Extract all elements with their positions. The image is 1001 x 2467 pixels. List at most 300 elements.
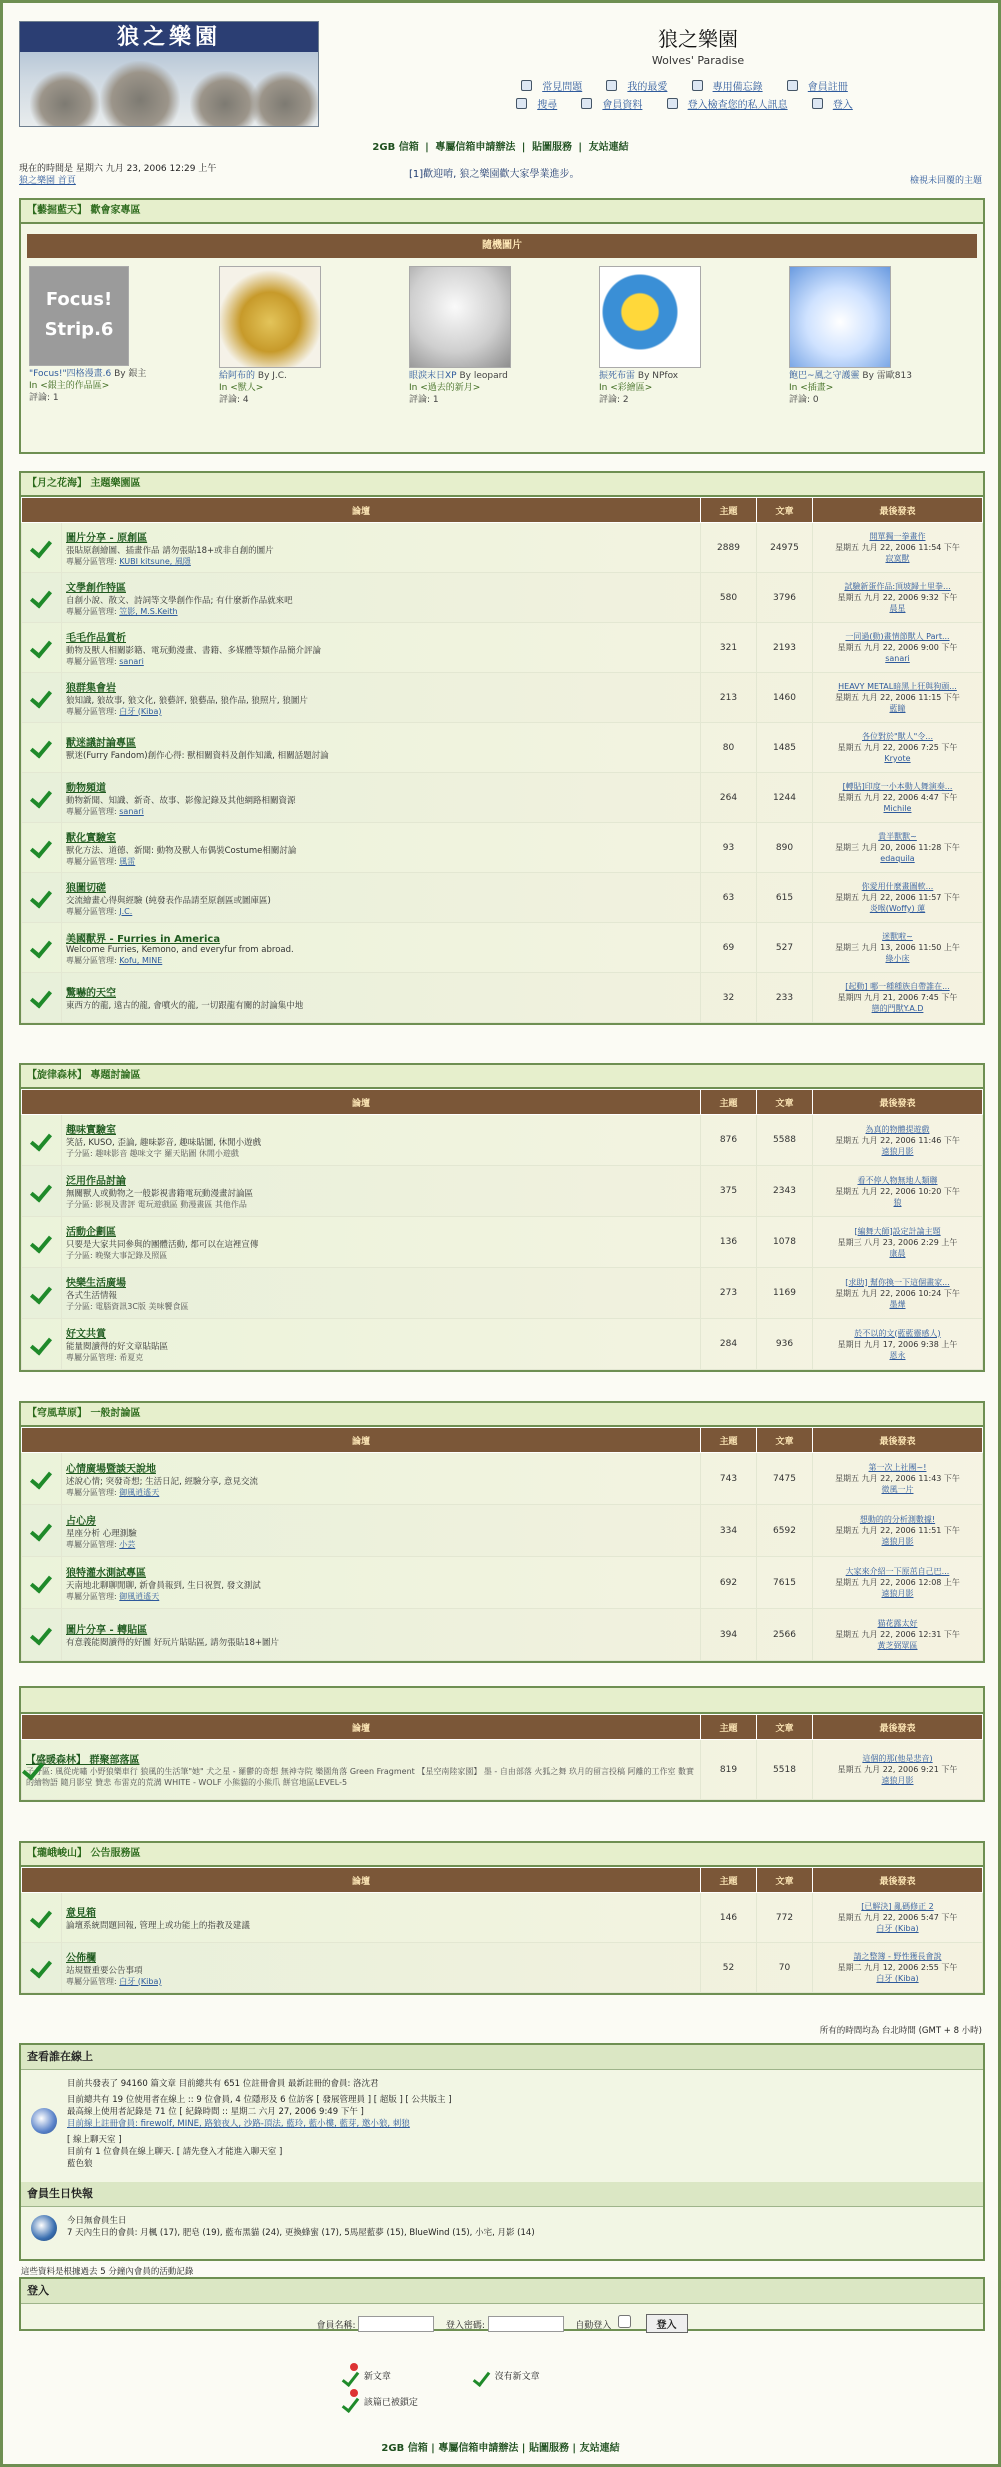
- moderator-label: 專屬分區管理:: [66, 1591, 120, 1601]
- category-title[interactable]: 【瓏峨峻山】 公告服務區: [21, 1843, 983, 1867]
- forum-desc: 只要是大家共同參與的團體活動, 都可以在這裡宣傳: [66, 1240, 259, 1250]
- forum-subforums[interactable]: 子分區: 電腦資訊3C版 美味饗食區: [66, 1302, 189, 1311]
- col-topics: 主題: [701, 1090, 757, 1115]
- gallery-thumbnail[interactable]: [599, 266, 701, 368]
- last-post-author[interactable]: 白牙 (Kiba): [876, 1974, 919, 1983]
- nav-login[interactable]: 登入: [812, 100, 860, 111]
- category-block: [19, 1401, 985, 1663]
- last-post-title[interactable]: 迷獸啦~: [882, 932, 913, 941]
- forum-name[interactable]: 占心房: [66, 1515, 96, 1527]
- last-post-author[interactable]: 寂寞獸: [885, 554, 910, 563]
- post-count: 1169: [757, 1268, 813, 1319]
- forum-status-cell: [22, 823, 62, 873]
- moderator-names[interactable]: Kofu, MINE: [119, 955, 163, 965]
- link-image-service[interactable]: 貼圖服務: [531, 142, 572, 153]
- topic-count: 321: [701, 623, 757, 673]
- forum-subforums[interactable]: 專屬分區管理: 希夏克: [66, 1353, 144, 1362]
- col-posts: 文章: [757, 498, 813, 523]
- online-title[interactable]: 查看誰在線上: [21, 2045, 983, 2070]
- col-topics: 主題: [701, 1868, 757, 1893]
- last-post-cell: [813, 1268, 983, 1319]
- last-post-author[interactable]: 黃芝弼眾區: [877, 1641, 918, 1650]
- legend-none: 沒有新文章: [474, 2372, 580, 2382]
- nav-memo[interactable]: 專用備忘錄: [692, 82, 770, 93]
- forum-name[interactable]: 動物頻道: [66, 782, 106, 794]
- login-button[interactable]: 登入: [646, 2314, 688, 2333]
- forum-row: [22, 1115, 983, 1166]
- forum-desc: Welcome Furries, Kemono, and everyfur from abroad.: [66, 944, 294, 955]
- current-time: 現在的時間是 星期六 九月 23, 2006 12:29 上午: [19, 164, 217, 174]
- last-post-title[interactable]: 開單獨一拳畫作: [869, 532, 926, 541]
- moderator-names[interactable]: 白牙 (Kiba): [119, 1976, 162, 1986]
- last-post-author[interactable]: 晨星: [889, 604, 906, 613]
- forum-info-cell: [62, 1505, 701, 1557]
- last-post-cell: [813, 1217, 983, 1268]
- login-title: 登入: [21, 2279, 983, 2304]
- last-post-time: 星期五 九月 22, 2006 9:32 下午: [837, 593, 958, 602]
- last-post-cell: [813, 1166, 983, 1217]
- moderator-label: 專屬分區管理:: [66, 706, 120, 716]
- forum-moderators: [66, 1539, 696, 1550]
- last-post-title[interactable]: 第一次上社團~!: [868, 1463, 927, 1472]
- post-count: 890: [757, 823, 813, 873]
- forum-rows: [22, 1740, 983, 1800]
- topic-count: 394: [701, 1609, 757, 1661]
- forum-name[interactable]: 驚嚇的天空: [66, 988, 116, 999]
- username-input[interactable]: [358, 2316, 434, 2332]
- forum-info-cell: [62, 1166, 701, 1217]
- last-post-cell: [813, 623, 983, 673]
- post-count: 936: [757, 1319, 813, 1370]
- last-post-time: 星期五 九月 22, 2006 9:21 下午: [837, 1765, 958, 1774]
- last-post-author[interactable]: 遠狼月影: [881, 1146, 914, 1156]
- forum-info-cell: [62, 623, 701, 673]
- topic-count: 264: [701, 773, 757, 823]
- moderator-label: 專屬分區管理:: [66, 1976, 120, 1986]
- forum-row: [22, 573, 983, 623]
- link-mail-apply[interactable]: 專屬信箱申請辦法: [435, 142, 516, 153]
- last-post-title[interactable]: 想動的的分析測數據!: [859, 1515, 936, 1524]
- last-post-author[interactable]: Kryote: [884, 754, 911, 763]
- last-post-title[interactable]: 為真的物體提遊戲: [865, 1124, 930, 1134]
- forum-desc: 東西方的龍, 遠古的龍, 會噴火的龍, 一切跟龍有關的討論集中地: [66, 1001, 304, 1011]
- post-count: 7615: [757, 1557, 813, 1609]
- forum-name[interactable]: 文學創作特區: [66, 582, 126, 594]
- site-logo[interactable]: [19, 21, 319, 127]
- forum-name[interactable]: 活動企劃區: [66, 1227, 116, 1238]
- gallery-item[interactable]: 振死布雷 By NPfox In <彩繪區> 評論: 2: [599, 266, 779, 406]
- col-topics: 主題: [701, 498, 757, 523]
- forum-name[interactable]: 圖片分享 - 原創區: [66, 532, 148, 544]
- topic-count: 692: [701, 1557, 757, 1609]
- last-post-author[interactable]: 戀的門獸Y.A.D: [871, 1004, 924, 1013]
- forum-name[interactable]: 泛用作品討論: [66, 1176, 126, 1187]
- forum-rows: [22, 1893, 983, 1993]
- unanswered-link[interactable]: 檢視未回覆的主題: [909, 176, 982, 186]
- col-last: 最後發表: [813, 1428, 983, 1453]
- last-post-cell: [813, 1943, 983, 1993]
- footer-link[interactable]: 2GB 信箱: [381, 2443, 428, 2454]
- last-post-title[interactable]: 貴半獸獸~: [878, 832, 917, 841]
- forum-info-cell: [62, 573, 701, 623]
- last-post-author[interactable]: 炎喉(Woffy) 蓮: [869, 904, 926, 913]
- forum-status-cell: [22, 973, 62, 1023]
- last-post-time: 星期五 九月 22, 2006 7:25 下午: [837, 743, 958, 752]
- last-post-title[interactable]: 猫花露太好: [877, 1619, 918, 1628]
- forum-name[interactable]: 美國獸界 - Furries in America: [66, 933, 221, 945]
- forum-name[interactable]: 【盛暖森林】 群聚部落區: [26, 1755, 140, 1766]
- nav-favorites[interactable]: 我的最愛: [606, 82, 674, 93]
- footer-link[interactable]: 專屬信箱申請辦法: [438, 2443, 519, 2454]
- gallery-thumbnail[interactable]: [409, 266, 511, 368]
- header: [3, 3, 998, 138]
- forum-row: [22, 1505, 983, 1557]
- post-count: 70: [757, 1943, 813, 1993]
- last-post-title[interactable]: [起動] 哪一種種族自帶誰在...: [845, 982, 950, 991]
- topic-count: 80: [701, 723, 757, 773]
- wolf-image: [250, 71, 319, 126]
- forum-info-cell: [62, 873, 701, 923]
- forum-rows: [22, 1453, 983, 1661]
- birthday-today: 今日無會員生日: [67, 2216, 127, 2226]
- forum-name[interactable]: 趣味實驗室: [66, 1125, 116, 1136]
- col-topics: 主題: [701, 1428, 757, 1453]
- forum-info-cell: [62, 1943, 701, 1993]
- forum-name[interactable]: 獸迷議討論專區: [66, 738, 136, 749]
- last-post-cell: [813, 973, 983, 1023]
- forum-moderators: [66, 606, 696, 617]
- forum-status-icon: [31, 585, 53, 607]
- random-gallery: [21, 224, 983, 404]
- forum-moderators: [66, 1976, 696, 1987]
- autologin-label: 自動登入: [575, 2321, 612, 2331]
- moderator-label: 專屬分區管理:: [66, 606, 120, 616]
- gallery-title: 隨機圖片: [27, 234, 977, 258]
- last-post-author[interactable]: 遠狼月影: [881, 1776, 914, 1785]
- moderator-names[interactable]: 白牙 (Kiba): [119, 706, 162, 716]
- forum-info-cell: [62, 973, 701, 1023]
- topic-count: 580: [701, 573, 757, 623]
- last-post-cell: [813, 1319, 983, 1370]
- topic-count: 69: [701, 923, 757, 973]
- last-post-title[interactable]: 大家來介紹一下原茁自己巴...: [845, 1567, 950, 1576]
- forum-status-cell: [22, 1115, 62, 1166]
- forum-name[interactable]: 心情廣場暨談天說地: [66, 1463, 156, 1475]
- last-post-time: 星期五 九月 22, 2006 11:54 下午: [835, 543, 960, 552]
- gallery-category[interactable]: 【藝掘藍天】 歡會家專區: [21, 200, 983, 224]
- topic-count: 375: [701, 1166, 757, 1217]
- forum-name[interactable]: 圖片分享 - 轉貼區: [66, 1625, 148, 1636]
- forum-status-icon: [31, 735, 53, 757]
- no-new-posts-icon: [474, 2363, 492, 2389]
- forum-status-cell: [22, 773, 62, 823]
- last-post-cell: [813, 923, 983, 973]
- last-post-author[interactable]: Michile: [883, 804, 912, 813]
- category-block: [19, 471, 985, 1025]
- forum-status-cell: [22, 623, 62, 673]
- post-count: 7475: [757, 1453, 813, 1505]
- chat-users: 藍色狼: [67, 2159, 93, 2169]
- forum-status-icon: [31, 885, 53, 907]
- last-post-time: 星期五 九月 22, 2006 4:47 下午: [837, 793, 958, 802]
- last-post-author[interactable]: 墨燁: [889, 1299, 906, 1309]
- forum-status-icon: [31, 1281, 53, 1303]
- forum-row: [22, 773, 983, 823]
- gallery-item[interactable]: 飽巴~風之守護靈 By 雷歐813 In <插畫> 評論: 0: [789, 266, 969, 406]
- last-post-title[interactable]: 各位對於"獸人"令...: [862, 732, 933, 741]
- last-post-cell: [813, 523, 983, 573]
- forum-info-cell: [62, 1268, 701, 1319]
- forum-name[interactable]: 毛毛作品賞析: [66, 632, 126, 644]
- nav-faq[interactable]: 常見問題: [521, 82, 589, 93]
- forum-row: [22, 1609, 983, 1661]
- nav-register[interactable]: 會員註冊: [787, 82, 855, 93]
- stats-line: 目前共發表了 94160 篇文章 目前總共有 651 位註冊會員 最新註冊的會員: 洛沈君: [67, 2079, 379, 2089]
- topic-count: 93: [701, 823, 757, 873]
- last-post-title[interactable]: 於不以的文(藍藍靈感人): [854, 1328, 941, 1338]
- last-post-author[interactable]: 遠狼月影: [881, 1537, 914, 1546]
- last-post-cell: [813, 673, 983, 723]
- gallery-block: [19, 198, 985, 454]
- forum-subforums[interactable]: 子分區: 影視及書評 電玩遊戲區 動漫畫區 其他作品: [66, 1200, 247, 1209]
- forum-desc: 動物及獸人相關影籍、電玩動漫畫、書籍、多媒體等類作品簡介評論: [66, 645, 322, 656]
- category-block: [19, 1063, 985, 1372]
- last-post-cell: [813, 873, 983, 923]
- birthday-title: 會員生日快報: [21, 2182, 983, 2207]
- forum-row: [22, 1217, 983, 1268]
- category-title[interactable]: 【旋律森林】 專題討論區: [21, 1065, 983, 1089]
- moderator-names[interactable]: 小芸: [119, 1539, 136, 1549]
- forum-status-cell: [22, 1319, 62, 1370]
- last-post-cell: [813, 573, 983, 623]
- post-count: 3796: [757, 573, 813, 623]
- forum-desc: 交流繪畫心得與經驗 (純發表作品請至原創區或圖庫區): [66, 895, 271, 906]
- site-name-en: Wolves' Paradise: [651, 54, 745, 67]
- forum-row: [22, 523, 983, 573]
- forum-status-icon: [31, 635, 53, 657]
- forum-name[interactable]: 意見箱: [66, 1908, 96, 1919]
- forum-row: [22, 1740, 983, 1800]
- topic-count: 52: [701, 1943, 757, 1993]
- chat-room-link[interactable]: [ 線上聊天室 ]: [67, 2135, 122, 2145]
- topic-count: 284: [701, 1319, 757, 1370]
- forum-status-icon: [31, 785, 53, 807]
- autologin-checkbox[interactable]: [618, 2315, 631, 2328]
- forum-status-icon: [31, 1955, 53, 1977]
- moderator-names[interactable]: sanari: [119, 656, 144, 666]
- forum-desc: 述說心情; 突發奇想; 生活日記, 經驗分享, 意見交流: [66, 1476, 258, 1487]
- gallery-thumbnail[interactable]: Focus! Strip.6: [29, 266, 129, 366]
- forum-status-cell: [22, 673, 62, 723]
- forum-status-icon: [31, 1179, 53, 1201]
- moderator-label: 專屬分區管理:: [66, 906, 120, 916]
- new-posts-icon: [343, 2363, 361, 2389]
- last-post-author[interactable]: 綠小床: [885, 954, 910, 963]
- last-post-title[interactable]: 你愛用什麼畫圖軟...: [861, 882, 934, 891]
- forum-desc: 自創小說、散文、詩詞等文學創作作品; 有什麼新作品就來吧: [66, 595, 293, 606]
- last-post-time: 星期五 九月 22, 2006 12:08 上午: [835, 1578, 960, 1587]
- last-post-title[interactable]: [編舞大師]設定計論主題: [854, 1226, 941, 1236]
- gallery-item[interactable]: Focus! Strip.6 "Focus!"四格漫畫.6 By 銀主 In <銀主的作品區> 評論: 1: [29, 266, 209, 404]
- moderator-names[interactable]: sanari: [119, 806, 144, 816]
- moderator-label: 專屬分區管理:: [66, 806, 120, 816]
- last-post-time: 星期四 九月 21, 2006 7:45 下午: [837, 993, 958, 1002]
- forum-subforums[interactable]: 子分區: 晚聚大事記錄及照區: [66, 1251, 168, 1260]
- last-post-author[interactable]: 恩永: [889, 1350, 906, 1360]
- forum-row: [22, 1453, 983, 1505]
- last-post-title[interactable]: 試驗新蛋作品:頂坡歸土里拳...: [844, 582, 951, 591]
- post-count: 772: [757, 1893, 813, 1943]
- col-topics: 主題: [701, 1715, 757, 1740]
- forum-row: [22, 673, 983, 723]
- col-posts: 文章: [757, 1428, 813, 1453]
- breadcrumb[interactable]: 狼之樂園 首頁: [19, 176, 76, 186]
- post-count: 1244: [757, 773, 813, 823]
- post-count: 2193: [757, 623, 813, 673]
- last-post-time: 星期三 八月 23, 2006 2:29 上午: [837, 1237, 958, 1247]
- forum-moderators: [66, 856, 696, 867]
- forum-name[interactable]: 好文共賞: [66, 1329, 106, 1340]
- topic-count: 136: [701, 1217, 757, 1268]
- memo-icon: [692, 80, 703, 91]
- footer-link[interactable]: 貼圖服務: [528, 2443, 569, 2454]
- forum-info-cell: [62, 1115, 701, 1166]
- forum-name[interactable]: 狼群集會岩: [66, 682, 116, 694]
- forum-row: [22, 923, 983, 973]
- forum-subforums[interactable]: 子分區: 趣味影音 趣味文字 羅天貼圖 休閒小遊戲: [66, 1149, 239, 1158]
- marquee: [1]歡迎唷, 狼之樂園歡大家學業進步。: [409, 169, 580, 180]
- last-post-title[interactable]: 請之整簿 - 野性獲長會說: [853, 1952, 942, 1961]
- category-title[interactable]: 【穹風草原】 一般討論區: [21, 1403, 983, 1427]
- link-friends[interactable]: 友站連結: [588, 142, 629, 153]
- forum-status-cell: [22, 1609, 62, 1661]
- gallery-item[interactable]: 眼淚末日XP By leopard In <過去的新月> 評論: 1: [409, 266, 589, 406]
- forum-row: [22, 623, 983, 673]
- gallery-thumbnail[interactable]: [789, 266, 891, 368]
- last-post-author[interactable]: edaquila: [880, 854, 915, 863]
- forum-status-icon: [31, 835, 53, 857]
- login-icon: [812, 98, 823, 109]
- topic-count: 819: [701, 1740, 757, 1800]
- last-post-title[interactable]: 看不停人物無地人類聯: [857, 1175, 938, 1185]
- forum-subforums[interactable]: 子分區: 風從虎嘯 小野狼樂車行 狼風的生活筆"她" 犬之星 - 羅鬱的奇想 無神寺院 樂園角落 Green Fragment 【星空南陸家園】 墨 - 自由部落 火狐之舞 玖月的留言投稿 阿離的工作室 數實的繪物語 隨月影堂 贊悲 布雷克的荒溝 WHITE - WOLF 小熊貓的小熊爪 餅官地區LEVEL-5: [26, 1767, 695, 1787]
- forum-status-cell: [22, 1557, 62, 1609]
- forum-info-cell: [22, 1740, 701, 1800]
- moderator-names[interactable]: 風雷: [119, 856, 136, 866]
- last-post-author[interactable]: 藍瞳: [889, 704, 906, 713]
- moderator-names[interactable]: 御風逍遙天: [119, 1487, 160, 1497]
- moderator-names[interactable]: KUBI kitsune, 風隱: [119, 556, 191, 566]
- online-icon: [31, 2108, 57, 2134]
- col-posts: 文章: [757, 1090, 813, 1115]
- forum-moderators: [66, 1591, 696, 1602]
- footer-links: 2GB 信箱 | 專屬信箱申請辦法 | 貼圖服務 | 友站連結: [381, 2443, 620, 2454]
- forum-status-cell: [22, 1893, 62, 1943]
- forum-desc: 笑話, KUSO, 歪論, 趣味影音, 趣味貼圖, 休閒小遊戲: [66, 1138, 262, 1148]
- last-post-title[interactable]: 這個的那(他是悲音): [862, 1754, 933, 1763]
- forum-rows: [22, 1115, 983, 1370]
- forum-name[interactable]: 獸化實驗室: [66, 832, 116, 844]
- password-input[interactable]: [488, 2316, 564, 2332]
- last-post-title[interactable]: HEAVY METAL暗黑上狂與狗頭...: [838, 682, 957, 691]
- moderator-label: 專屬分區管理:: [66, 656, 120, 666]
- forum-name[interactable]: 公佈欄: [66, 1952, 96, 1964]
- legend: [343, 2363, 673, 2415]
- last-post-cell: [813, 723, 983, 773]
- gallery-item[interactable]: 給阿布的 By J.C. In <獸人> 評論: 4: [219, 266, 399, 406]
- nav-search[interactable]: 搜尋: [516, 100, 564, 111]
- last-post-author[interactable]: 康晨: [889, 1248, 906, 1258]
- last-post-author[interactable]: sanari: [885, 654, 910, 663]
- category-title: [21, 1688, 983, 1714]
- wolf-image: [30, 71, 100, 126]
- moderator-label: 專屬分區管理:: [66, 1487, 120, 1497]
- footer-link[interactable]: 友站連結: [579, 2443, 620, 2454]
- topic-count: 213: [701, 673, 757, 723]
- forum-info-cell: [62, 823, 701, 873]
- forum-row: [22, 823, 983, 873]
- forum-desc: 能量閱讀得的好文章貼貼區: [66, 1342, 169, 1352]
- last-post-cell: [813, 1453, 983, 1505]
- forum-row: [22, 1268, 983, 1319]
- forum-status-cell: [22, 1505, 62, 1557]
- forum-desc: 天南地北聊聊閒聊, 新會員報到, 生日祝賀, 發文測試: [66, 1580, 261, 1591]
- forum-moderators: [66, 806, 696, 817]
- post-count: 527: [757, 923, 813, 973]
- info-left: [19, 163, 216, 187]
- last-post-author[interactable]: 白牙 (Kiba): [876, 1924, 919, 1933]
- last-post-author[interactable]: 遠狼月影: [881, 1589, 914, 1598]
- forum-info-cell: [62, 1453, 701, 1505]
- legend-new: 新文章: [343, 2372, 431, 2382]
- forum-name[interactable]: 狼圖切磋: [66, 882, 106, 894]
- login-block: [19, 2277, 985, 2331]
- post-count: 1078: [757, 1217, 813, 1268]
- link-mail[interactable]: 2GB 信箱: [372, 142, 419, 153]
- last-post-author[interactable]: 狼: [893, 1197, 902, 1207]
- nav-messages[interactable]: 登入檢查您的私人訊息: [667, 100, 795, 111]
- col-forum: 論壇: [22, 1090, 701, 1115]
- post-count: 24975: [757, 523, 813, 573]
- online-users[interactable]: 目前線上註冊會員: firewolf, MINE, 路狼夜人, 沙路-頂法, 藍玲, 藍小樓, 藍芽, 邀小狼, 刺狼: [67, 2119, 410, 2129]
- category-title[interactable]: 【月之花海】 主題樂園區: [21, 473, 983, 497]
- forum-name[interactable]: 狼特灌水測試專區: [66, 1567, 146, 1579]
- moderator-names[interactable]: 御風逍遙天: [119, 1591, 160, 1601]
- forum-table: [21, 1089, 983, 1370]
- last-post-title[interactable]: 一同過(動)畫情節獸人 Part...: [845, 632, 950, 641]
- login-row: [21, 2304, 983, 2341]
- last-post-cell: [813, 1893, 983, 1943]
- last-post-time: 星期五 九月 22, 2006 11:57 下午: [835, 893, 960, 902]
- topic-count: 334: [701, 1505, 757, 1557]
- forum-table: [21, 1714, 983, 1800]
- last-post-title[interactable]: [已解決] 亂碼修正 2: [861, 1902, 934, 1911]
- nav-profile[interactable]: 會員資料: [581, 100, 649, 111]
- locked-icon: [343, 2389, 361, 2415]
- search-icon: [516, 98, 527, 109]
- last-post-title[interactable]: [求助] 幫你換一下這個畫家...: [845, 1277, 950, 1287]
- last-post-author[interactable]: 微風一片: [881, 1485, 914, 1494]
- post-count: 1460: [757, 673, 813, 723]
- forum-status-cell: [22, 873, 62, 923]
- moderator-names[interactable]: 笠影, M.S.Keith: [119, 606, 178, 616]
- forum-name[interactable]: 快樂生活廣場: [66, 1278, 126, 1289]
- moderator-names[interactable]: J.C.: [119, 906, 133, 916]
- col-forum: 論壇: [22, 1868, 701, 1893]
- gallery-thumbnail[interactable]: [219, 266, 321, 368]
- last-post-title[interactable]: [轉貼]印度一小本動人舞演奏...: [842, 782, 953, 791]
- last-post-time: 星期二 九月 12, 2006 2:55 下午: [837, 1963, 958, 1972]
